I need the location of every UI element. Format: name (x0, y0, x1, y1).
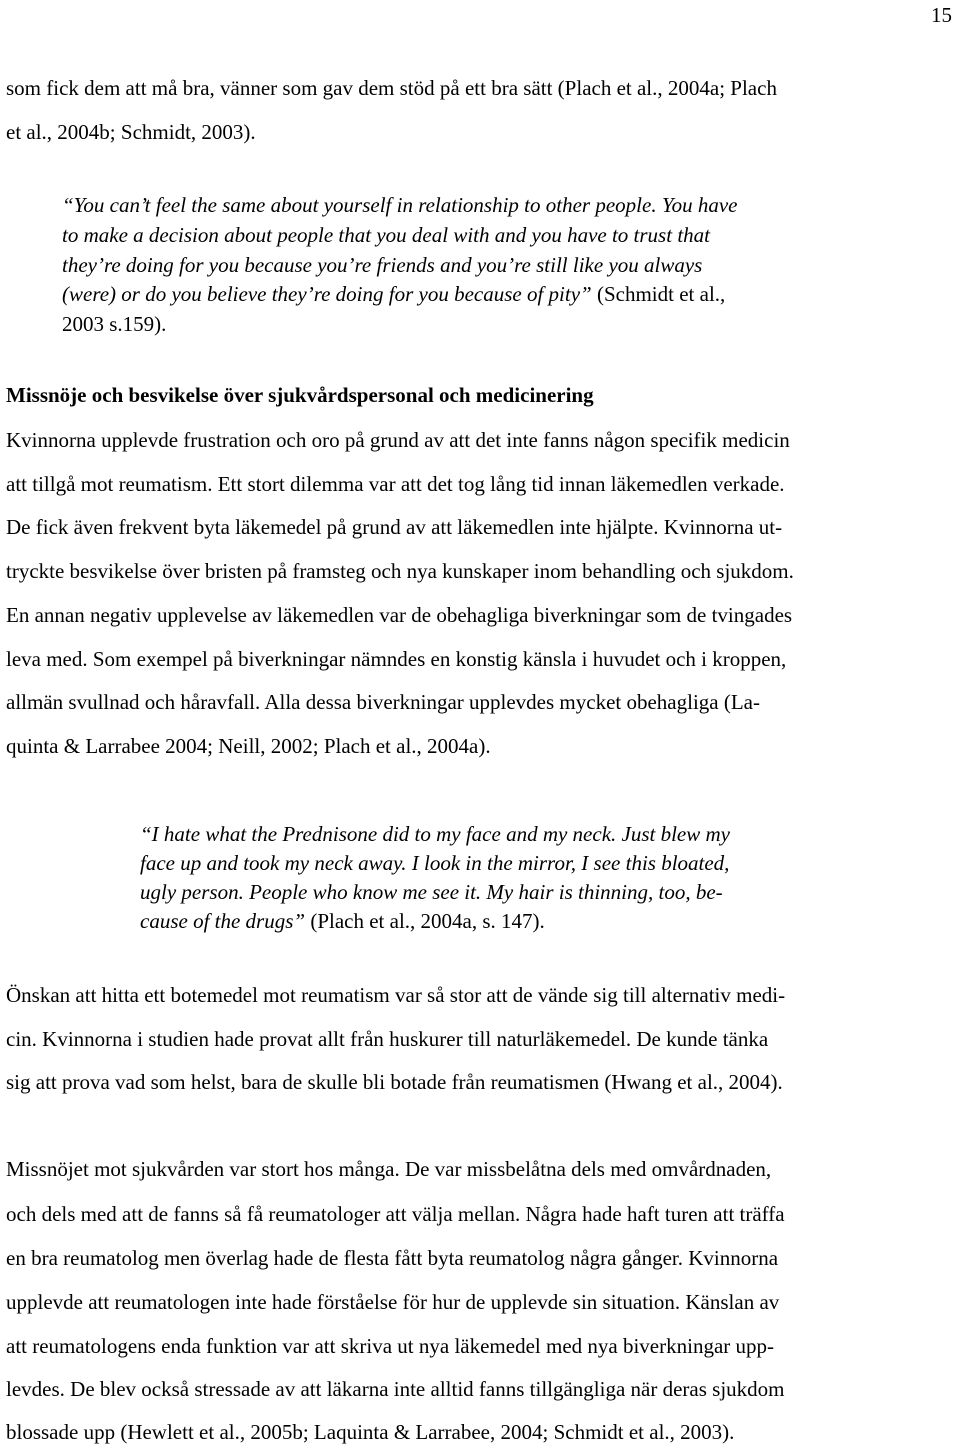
quote-citation: (Schmidt et al., (591, 282, 726, 306)
section-heading: Missnöje och besvikelse över sjukvårdspersonal och medicinering (6, 383, 594, 407)
quote-line (62, 282, 725, 306)
quote-line: they’re doing for you because you’re friends and you’re still like you always (62, 253, 703, 277)
quote-line: to make a decision about people that you deal with and you have to trust that (62, 223, 710, 247)
text-line: att reumatologens enda funktion var att skriva ut nya läkemedel med nya biverkningar upp- (6, 1334, 775, 1358)
text-line: att tillgå mot reumatism. Ett stort dilemma var att det tog lång tid innan läkemedlen verkade. (6, 472, 785, 496)
quote-citation: (Plach et al., 2004a, s. 147). (305, 909, 545, 933)
text-line: allmän svullnad och håravfall. Alla dessa biverkningar upplevdes mycket obehagliga (La- (6, 690, 761, 714)
text-line: leva med. Som exempel på biverkningar nämndes en konstig känsla i huvudet och i kroppen, (6, 647, 787, 671)
text-line: en bra reumatolog men överlag hade de flesta fått byta reumatolog några gånger. Kvinnorna (6, 1246, 779, 1270)
text-line: et al., 2004b; Schmidt, 2003). (6, 120, 256, 144)
text-line: levdes. De blev också stressade av att läkarna inte alltid fanns tillgängliga när deras sjukdom (6, 1377, 785, 1401)
text-line: quinta & Larrabee 2004; Neill, 2002; Plach et al., 2004a). (6, 734, 491, 758)
quote-line: ugly person. People who know me see it. My hair is thinning, too, be- (140, 880, 723, 904)
text-line: Önskan att hitta ett botemedel mot reumatism var så stor att de vände sig till alternativ medi- (6, 983, 786, 1007)
quote-line: 2003 s.159). (62, 312, 167, 336)
text-line: som fick dem att må bra, vänner som gav dem stöd på ett bra sätt (Plach et al., 2004a; Plach (6, 76, 777, 100)
page-number: 15 (931, 3, 952, 27)
text-line: tryckte besvikelse över bristen på framsteg och nya kunskaper inom behandling och sjukdom. (6, 559, 794, 583)
text-line: blossade upp (Hewlett et al., 2005b; Laquinta & Larrabee, 2004; Schmidt et al., 2003). (6, 1420, 735, 1444)
quote-line (140, 909, 545, 933)
text-line: En annan negativ upplevelse av läkemedlen var de obehagliga biverkningar som de tvingades (6, 603, 793, 627)
quote-text: cause of the drugs” (140, 909, 306, 933)
quote-line: “You can’t feel the same about yourself in relationship to other people. You have (62, 193, 738, 217)
text-line: Kvinnorna upplevde frustration och oro på grund av att det inte fanns någon specifik medicin (6, 428, 790, 452)
text-line: cin. Kvinnorna i studien hade provat allt från huskurer till naturläkemedel. De kunde tänka (6, 1027, 769, 1051)
text-line: Missnöjet mot sjukvården var stort hos många. De var missbelåtna dels med omvårdnaden, (6, 1157, 772, 1181)
text-line: De fick även frekvent byta läkemedel på grund av att läkemedlen inte hjälpte. Kvinnorna ut- (6, 515, 783, 539)
text-line: upplevde att reumatologen inte hade förståelse för hur de upplevde sin situation. Känslan av (6, 1290, 780, 1314)
quote-text: (were) or do you believe they’re doing for you because of pity” (62, 282, 592, 306)
quote-line: “I hate what the Prednisone did to my face and my neck. Just blew my (140, 822, 730, 846)
text-line: sig att prova vad som helst, bara de skulle bli botade från reumatismen (Hwang et al., 2004). (6, 1070, 783, 1094)
quote-line: face up and took my neck away. I look in the mirror, I see this bloated, (140, 851, 730, 875)
text-line: och dels med att de fanns så få reumatologer att välja mellan. Några hade haft turen att träffa (6, 1202, 785, 1226)
